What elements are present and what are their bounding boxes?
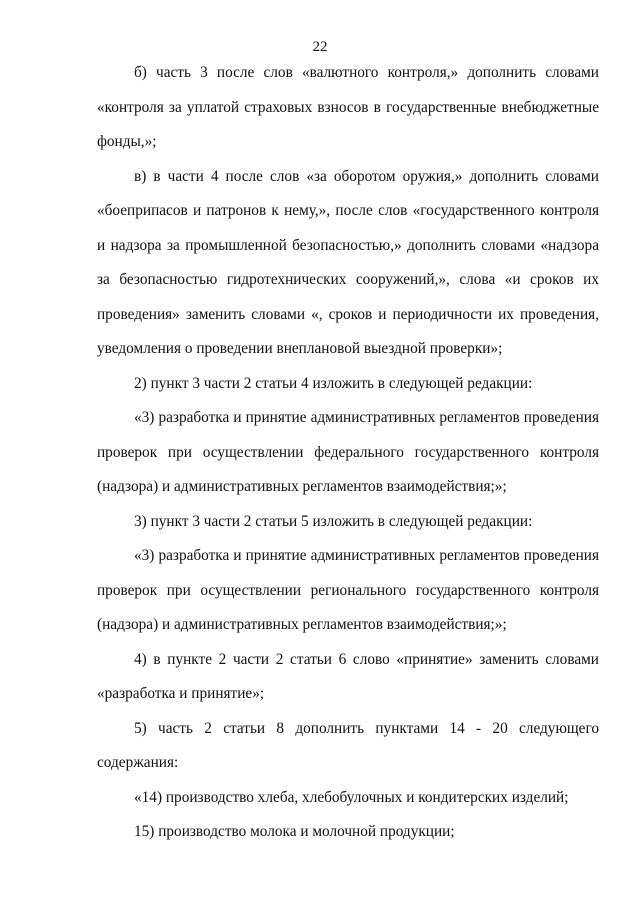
paragraph-b: б) часть 3 после слов «валютного контроля,» дополнить словами «контроля за уплатой страховых взносов в государственные внебюджетные фонды,»;: [97, 64, 599, 150]
page-number: 22: [312, 39, 328, 55]
paragraph-2-text: «3) разработка и принятие административных регламентов проведения проверок при осуществлении федерального государственного контроля (надзора) и административных регламентов взаимодействия;»;: [97, 409, 599, 495]
paragraph-3-text: «3) разработка и принятие административных регламентов проведения проверок при осуществлении регионального государственного контроля (надзора) и административных регламентов взаимодействия;»;: [97, 547, 599, 633]
paragraph-3: 3) пункт 3 части 2 статьи 5 изложить в следующей редакции:: [134, 512, 533, 530]
paragraph-item-14: «14) производство хлеба, хлебобулочных и кондитерских изделий;: [134, 788, 569, 806]
document-body: [97, 56, 599, 850]
paragraph-2: 2) пункт 3 части 2 статьи 4 изложить в следующей редакции:: [134, 374, 533, 392]
paragraph-v: в) в части 4 после слов «за оборотом оружия,» дополнить словами «боеприпасов и патронов к нему,», после слов «государственного контроля и надзора за промышленной безопасностью,» дополнить словами «надзора за безопасностью гидротехнических сооружений,», слова «и сроков их проведения» заменить словами «, сроков и периодичности их проведения, уведомления о проведении внеплановой выездной проверки»;: [97, 167, 599, 357]
paragraph-4: 4) в пункте 2 части 2 статьи 6 слово «принятие» заменить словами «разработка и принятие»;: [97, 650, 599, 702]
paragraph-item-15: 15) производство молока и молочной продукции;: [134, 823, 455, 840]
paragraph-5: 5) часть 2 статьи 8 дополнить пунктами 14 - 20 следующего содержания:: [97, 719, 599, 771]
